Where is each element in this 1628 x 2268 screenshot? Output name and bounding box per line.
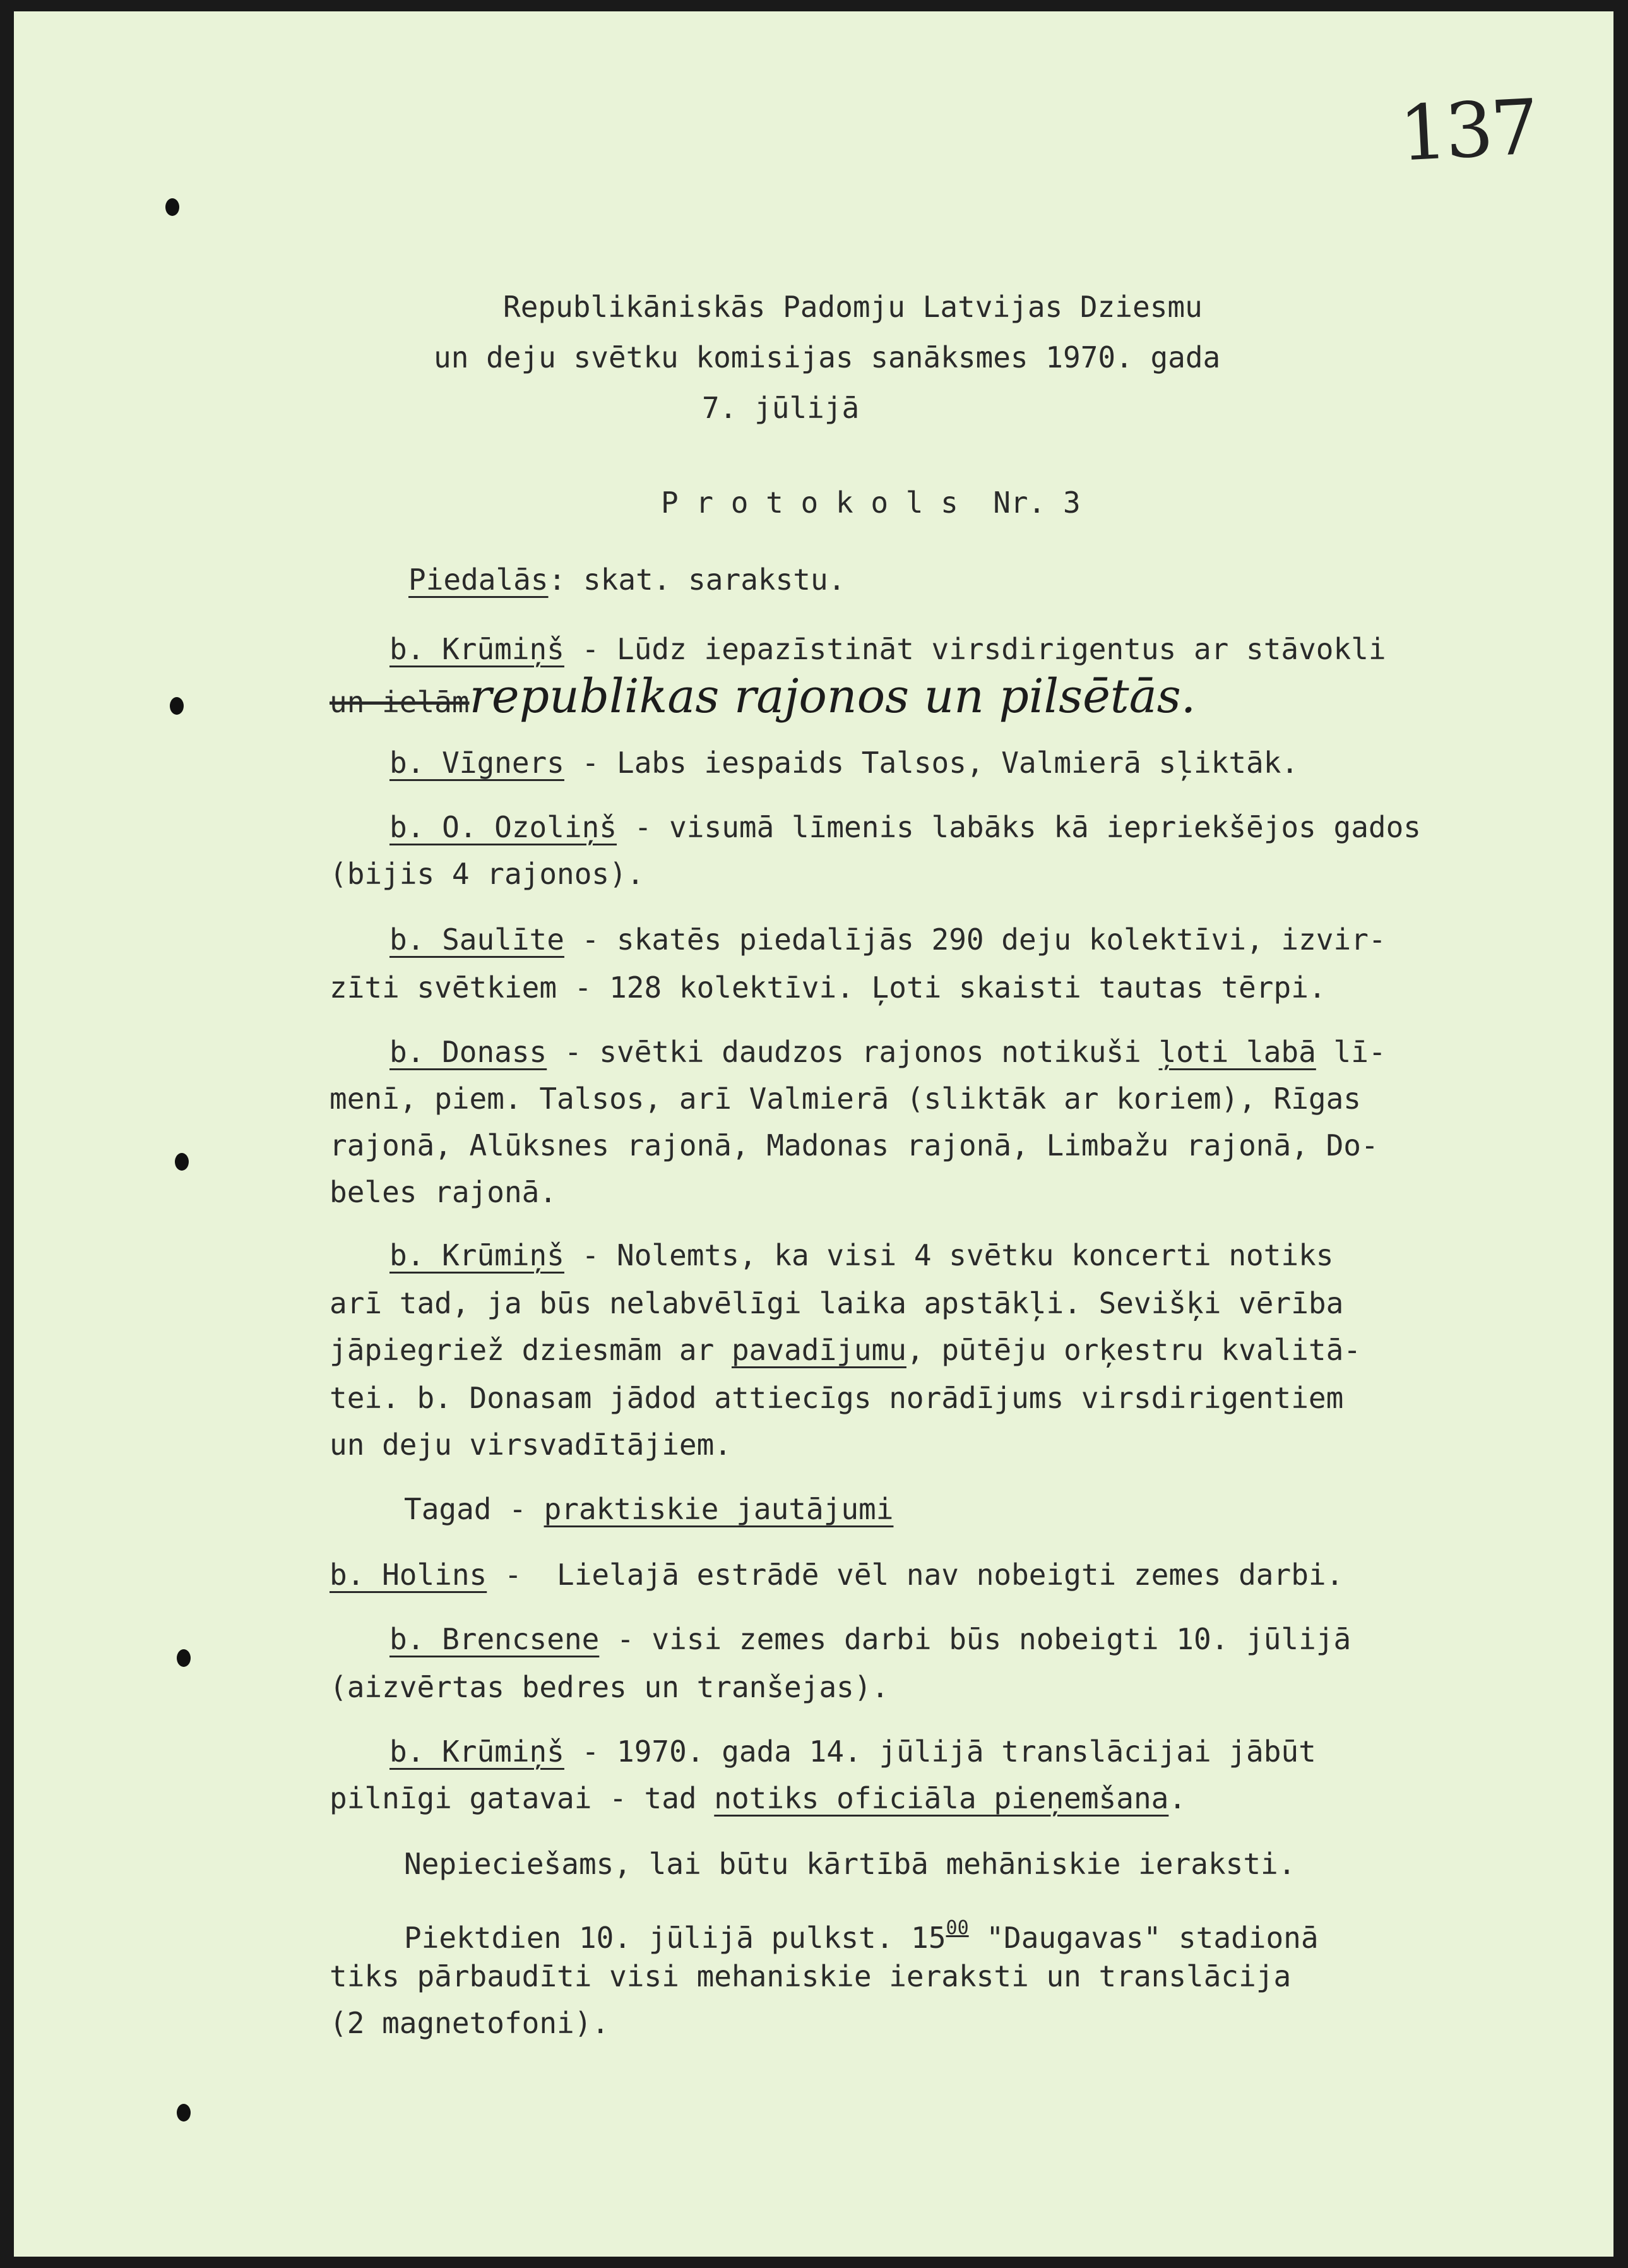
document-page [14, 11, 1613, 2257]
entry-6-line-4: tei. b. Donasam jādod attiecīgs norādījums virsdirigentiem [330, 1381, 1344, 1415]
entry-11-line-1: Nepieciešams, lai būtu kārtībā mehāniskie ieraksti. [404, 1847, 1296, 1881]
entry-9-line-2: (aizvērtas bedres un tranšejas). [330, 1670, 889, 1704]
speaker-name: b. Vīgners [389, 746, 564, 780]
speaker-name: b. Brencsene [389, 1622, 600, 1656]
entry-6-line-2: arī tad, ja būs nelabvēlīgi laika apstākļi. Sevišķi vērība [330, 1286, 1344, 1320]
emphasis: ļoti labā [1158, 1035, 1316, 1069]
speaker-name: b. Donass [389, 1035, 547, 1069]
entry-8-line-1: b. Holins - Lielajā estrādē vēl nav nobeigti zemes darbi. [330, 1558, 1344, 1592]
entry-6-line-3: jāpiegriež dziesmām ar pavadījumu, pūtēju orķestru kvalitā- [330, 1333, 1361, 1367]
entry-3-line-1: b. O. Ozoliņš - visumā līmenis labāks kā iepriekšējos gados [389, 810, 1421, 844]
entry-10-line-1: b. Krūmiņš - 1970. gada 14. jūlijā translācijai jābūt [389, 1734, 1316, 1769]
handwritten-insertion: republikas rajonos un pilsētās. [469, 669, 1196, 724]
entry-10-line-2: pilnīgi gatavai - tad notiks oficiāla pieņemšana. [330, 1781, 1187, 1815]
title-line-3: 7. jūlijā [702, 391, 860, 425]
emphasis: praktiskie jautājumi [544, 1492, 894, 1526]
time-superscript: 00 [946, 1917, 969, 1939]
entry-3-line-2: (bijis 4 rajonos). [330, 857, 645, 891]
handwritten-page-number: 137 [1397, 83, 1539, 179]
punch-hole [175, 1153, 189, 1171]
entry-12-line-1: Piektdien 10. jūlijā pulkst. $15^{00}$ "Daugavas" stadionā [404, 1917, 1319, 1955]
punch-hole [177, 2104, 191, 2122]
entry-1-line-2 [330, 669, 1196, 724]
speaker-name: b. Krūmiņš [389, 1238, 564, 1272]
entry-12-line-3: (2 magnetofoni). [330, 2006, 610, 2040]
speaker-name: b. Krūmiņš [389, 1734, 564, 1769]
punch-hole [170, 697, 184, 715]
entry-5-line-4: beles rajonā. [330, 1175, 557, 1209]
entry-7-line-1: Tagad - praktiskie jautājumi [404, 1492, 894, 1526]
speaker-name: b. Krūmiņš [389, 632, 564, 666]
entry-6-line-5: un deju virsvadītājiem. [330, 1428, 732, 1462]
entry-6-line-1: b. Krūmiņš - Nolemts, ka visi 4 svētku koncerti notiks [389, 1238, 1334, 1272]
attendance-line [408, 561, 845, 599]
punch-hole [177, 1649, 191, 1667]
entry-4-line-1: b. Saulīte - skatēs piedalījās 290 deju kolektīvi, izvir- [389, 922, 1386, 957]
entry-1-line-1: b. Krūmiņš - Lūdz iepazīstināt virsdirigentus ar stāvokli [389, 632, 1386, 666]
speaker-name: b. Holins [330, 1558, 487, 1592]
speaker-name: b. Saulīte [389, 922, 564, 957]
entry-2-line-1: b. Vīgners - Labs iespaids Talsos, Valmierā sļiktāk. [389, 746, 1299, 780]
entry-4-line-2: zīti svētkiem - 128 kolektīvi. Ļoti skaisti tautas tērpi. [330, 970, 1326, 1005]
speaker-name: b. O. Ozoliņš [389, 810, 617, 844]
title-line-2: un deju svētku komisijas sanāksmes 1970. gada [434, 340, 1221, 374]
struck-text: un ielām [330, 685, 470, 719]
entry-9-line-1: b. Brencsene - visi zemes darbi būs nobeigti 10. jūlijā [389, 1622, 1352, 1656]
entry-5-line-3: rajonā, Alūksnes rajonā, Madonas rajonā, Limbažu rajonā, Do- [330, 1128, 1379, 1162]
punch-hole [165, 198, 179, 216]
attendance-text: : skat. sarakstu. [548, 563, 846, 597]
entry-5-line-2: menī, piem. Talsos, arī Valmierā (sliktāk ar koriem), Rīgas [330, 1082, 1361, 1116]
entry-12-line-2: tiks pārbaudīti visi mehaniskie ieraksti un translācija [330, 1959, 1292, 1993]
attendance-label: Piedalās [408, 563, 549, 597]
title-line-1: Republikāniskās Padomju Latvijas Dziesmu [503, 290, 1203, 324]
emphasis: pavadījumu [731, 1333, 906, 1367]
emphasis: notiks oficiāla pieņemšana [714, 1781, 1169, 1815]
entry-5-line-1: b. Donass - svētki daudzos rajonos notikuši ļoti labā lī- [389, 1035, 1386, 1069]
protocol-heading: P r o t o k o l s Nr. 3 [661, 486, 1081, 520]
